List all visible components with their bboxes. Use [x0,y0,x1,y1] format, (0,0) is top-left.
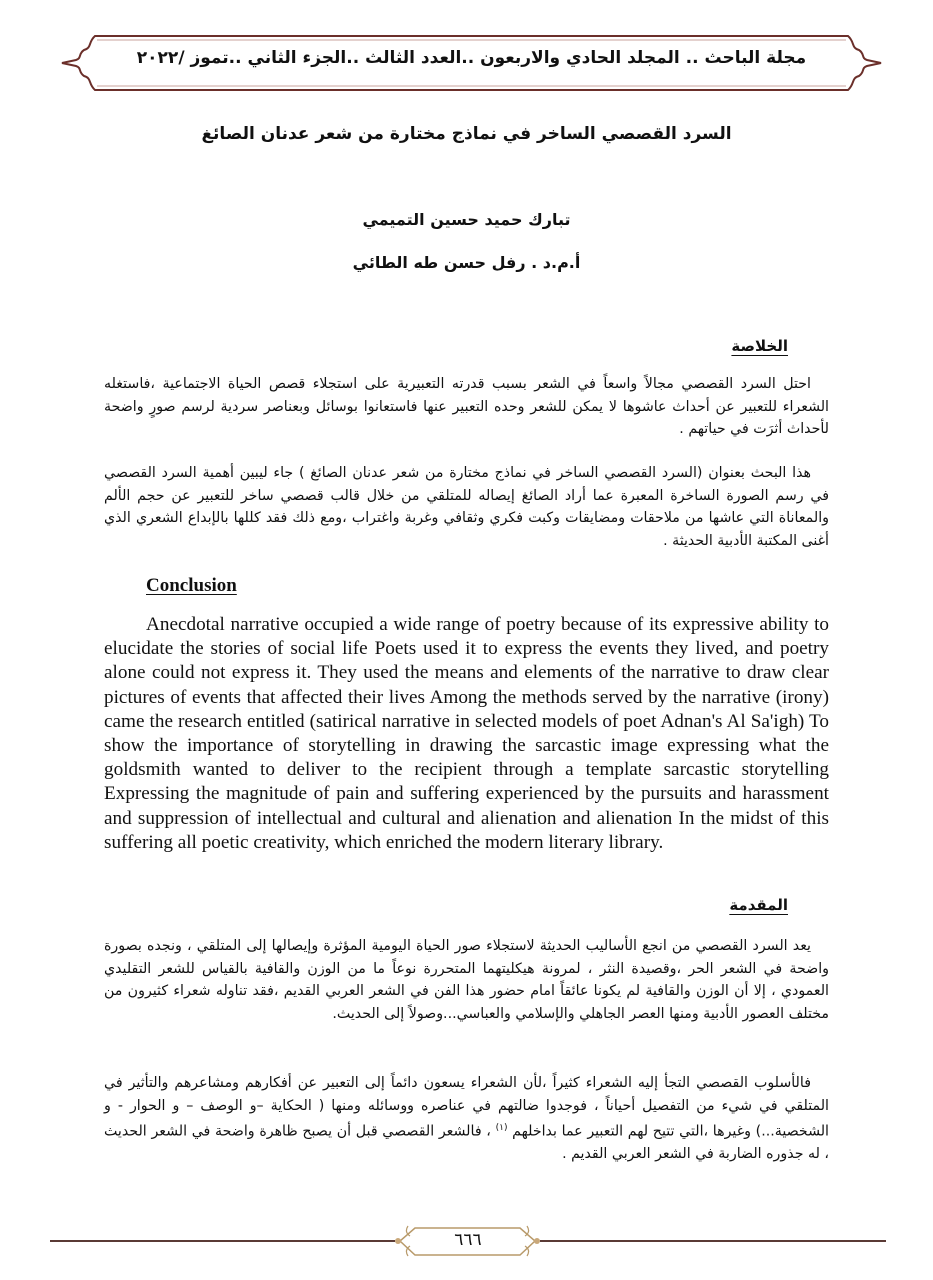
journal-issue-line: مجلة الباحث .. المجلد الحادي والاربعون ..العدد الثالث ..الجزء الثاني ..تموز /٢٠٢٢ [136,48,807,68]
english-abstract-heading: Conclusion [146,575,237,596]
introduction-heading: المقدمة [729,896,788,914]
author-name: تبارك حميد حسين التميمي [362,210,571,229]
arabic-abstract-paragraph: هذا البحث بعنوان (السرد القصصي الساخر في نماذج مختارة من شعر عدنان الصائغ ) جاء ليبين أهمية السرد القصصي في رسم الصورة الساخرة المعبرة عما أراد الصائغ إيصاله للمتلقي من خلال قالب قصصي ساخر للتعبير عن حجم الألم والمعاناة التي عاشها من ملاحقات ومضايقات وكبت فكري وثقافي وغربة واغتراب ،ومع ذلك فقد كللها بالإبداع الشعري الذي أغنى المكتبة الأدبية الحديثة . [104,465,829,549]
introduction-paragraph [104,1072,829,1166]
page-number: ٦٦٦ [454,1230,482,1250]
journal-header-banner [55,32,888,94]
arabic-abstract-paragraph: احتل السرد القصصي مجالاً واسعاً في الشعر بسبب قدرته التعبيرية على استجلاء قصص الحياة الاجتماعية ،فاستغله الشعراء للتعبير عن أحداث عاشوها لا يمكن للشعر وحده التعبير عنها فاستعانوا بوسائل وبعناصر سردية لرسم صورٍ واضحة لأحداث أثرَت في حياتهم . [104,376,829,437]
introduction-text: فالأسلوب القصصي التجأ إليه الشعراء كثيراً ،لأن الشعراء يسعون دائماً إلى التعبير عن أفكارهم ومشاعرهم والتأثير في المتلقي في شيء من التفصيل أحياناً ، فوجدوا ضالتهم في عناصره ووسائله ومنها ( الحكاية –و الوصف – و الحوار - و الشخصية...) وغيرها ،التي تتيح لهم التعبير عما بداخلهم [104,1075,830,1140]
introduction-text: ، فالشعر القصصي قبل أن يصبح ظاهرة واضحة في الشعر الحديث ، له جذوره الضاربة في الشعر العربي القديم . [104,1123,829,1163]
arabic-abstract-heading: الخلاصة [731,337,788,355]
article-title: السرد القصصي الساخر في نماذج مختارة من شعر عدنان الصائغ [201,124,732,144]
english-abstract-paragraph: Anecdotal narrative occupied a wide range of poetry because of its expressive ability to elucidate the stories of social life Poets used it to express the events they lived, and poetry alone could not express it. They used the means and elements of the narrative to draw clear pictures of events that affected their lives Among the methods served by the narrative (irony) came the research entitled (satirical narrative in selected models of poet Adnan's Al Sa'igh) To show the importance of storytelling in drawing the sarcastic image expressing what the goldsmith wanted to deliver to the recipient through a template sarcastic storytelling Expressing the magnitude of pain and suffering experienced by the pursuits and harassment and suppression of intellectual and cultural and alienation and alienation In the midst of this suffering all poetic creativity, which enriched the modern literary library. [104,614,829,853]
footnote-marker[interactable]: (١) [495,1123,508,1133]
introduction-paragraph: يعد السرد القصصي من انجع الأساليب الحديثة لاستجلاء صور الحياة اليومية المؤثرة وإيصالها إلى المتلقي ، ونجده بصورة واضحة في الشعر الحر ،وقصيدة النثر ، لمرونة هيكليتهما المتحررة نوعاً ما من الوزن والقافية بالقياس للشعر التقليدي العمودي ، إلا أن الوزن والقافية لم يكونا عائقاً امام حضور هذا الفن في الشعر العربي القديم ،فقد تناوله شعراء كثيرون من مختلف العصور الأدبية ومنها العصر الجاهلي والإسلامي والعباسي...وصولاً إلى الحديث. [104,938,829,1022]
page-footer [50,1222,886,1262]
coauthor-name: أ.م.د . رفل حسن طه الطائي [352,253,581,272]
